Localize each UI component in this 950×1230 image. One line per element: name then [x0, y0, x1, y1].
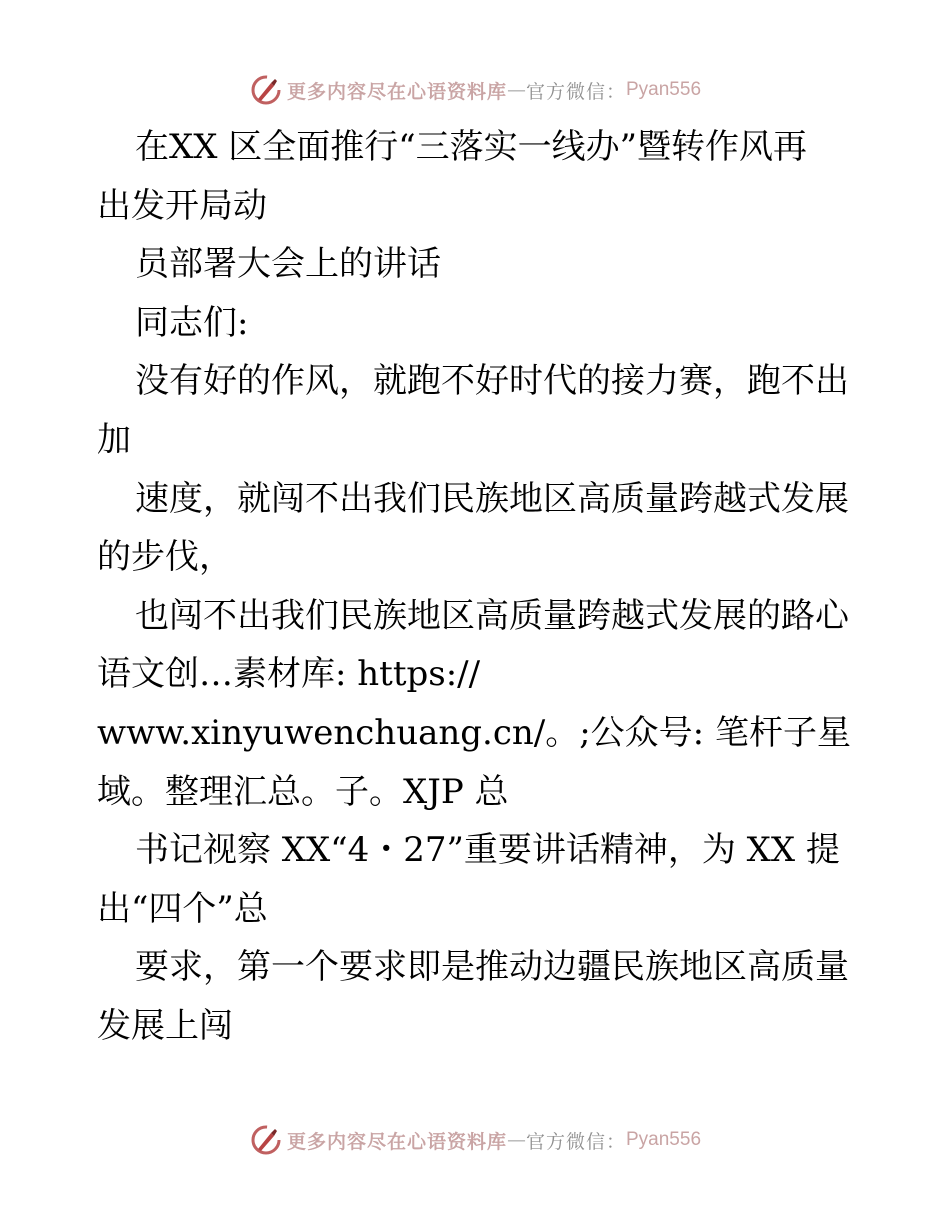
header-wechat-id: Pyan556 — [626, 79, 702, 100]
pen-logo-icon — [249, 73, 283, 107]
footer-wechat-label: 官方微信： — [525, 1130, 626, 1153]
text-line: 发展上闯 — [97, 1005, 233, 1046]
text-line: www.xinyuwenchuang.cn/。;公众号: 笔杆子星 — [97, 712, 851, 753]
text-line: 在XX 区全面推行“三落实一线办”暨转作风再 — [135, 127, 807, 167]
text-line: 出“四个”总 — [97, 888, 268, 929]
text-line: 同志们: — [135, 302, 249, 343]
header-site-text: 更多内容尽在心语资料库 — [286, 80, 507, 103]
text-line: 也闯不出我们民族地区高质量跨越式发展的路心 — [135, 595, 849, 636]
text-line: 没有好的作风，就跑不好时代的接力赛，跑不出 — [135, 361, 849, 402]
text-line: 要求，第一个要求即是推动边疆民族地区高质量 — [135, 947, 849, 988]
text-line: 加 — [97, 419, 131, 460]
header-banner — [0, 70, 950, 110]
text-line: 速度，就闯不出我们民族地区高质量跨越式发展 — [135, 478, 849, 519]
text-line: 语文创…素材库: https:// — [97, 654, 481, 695]
text-line: 域。整理汇总。子。XJP 总 — [97, 771, 509, 812]
text-line: 书记视察 XX“4・27”重要讲话精神，为 XX 提 — [135, 830, 840, 871]
document-body — [97, 118, 877, 1056]
text-line: 出发开局动 — [97, 185, 267, 226]
header-dash: — — [506, 79, 526, 101]
footer-site-text: 更多内容尽在心语资料库 — [286, 1130, 507, 1153]
footer-wechat-id: Pyan556 — [626, 1129, 702, 1150]
header-wechat-label: 官方微信： — [525, 80, 626, 103]
pen-logo-icon — [249, 1123, 283, 1157]
text-line: 的步伐， — [97, 537, 233, 578]
text-line: 员部署大会上的讲话 — [135, 244, 441, 285]
footer-dash: — — [506, 1129, 526, 1151]
footer-banner — [0, 1120, 950, 1160]
